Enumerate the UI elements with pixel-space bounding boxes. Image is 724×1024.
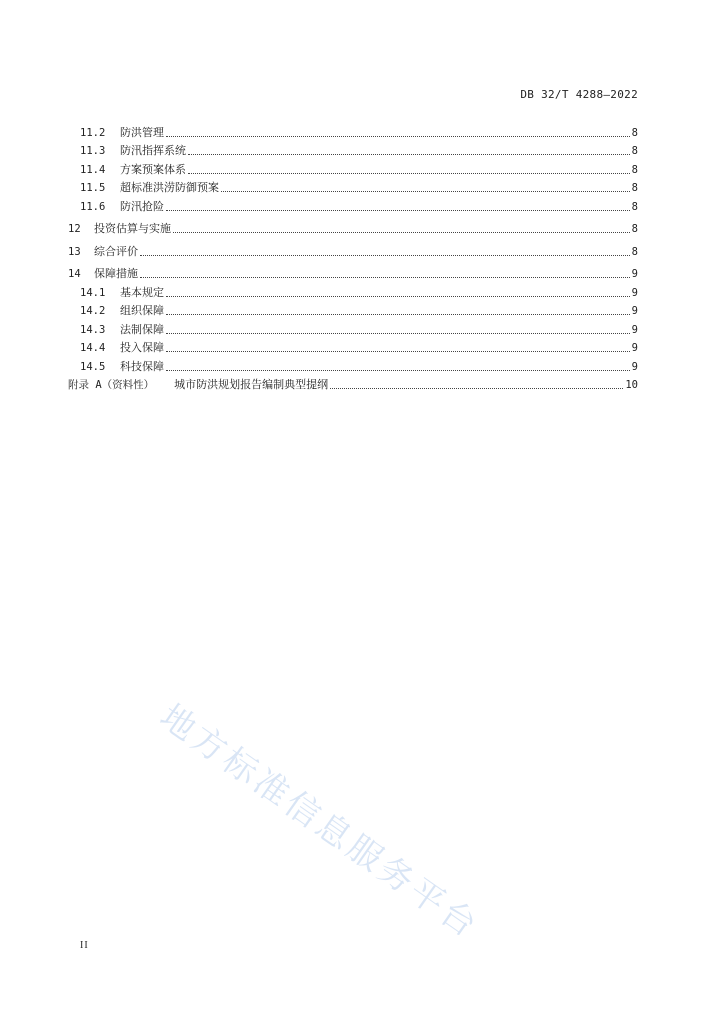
toc-entry-page: 8	[631, 245, 638, 258]
toc-entry-page: 8	[631, 182, 638, 194]
toc-dot-leader	[221, 190, 630, 192]
toc-entry[interactable]	[68, 140, 638, 159]
toc-dot-leader	[166, 350, 630, 352]
toc-dot-leader	[173, 231, 630, 233]
toc-entry-title: 防汛指挥系统	[120, 144, 186, 157]
toc-entry-number: 14.4	[80, 342, 106, 354]
toc-entry-page: 8	[631, 163, 638, 176]
toc-entry-title: 防汛抢险	[120, 199, 164, 213]
toc-entry-page: 8	[631, 223, 638, 235]
toc-entry-title: 超标准洪涝防御预案	[120, 181, 219, 194]
toc-dot-leader	[330, 387, 623, 389]
toc-entry[interactable]	[68, 121, 638, 140]
standard-code: DB 32/T 4288—2022	[520, 88, 638, 101]
toc-entry[interactable]	[68, 239, 638, 259]
toc-entry-title: 防洪管理	[120, 125, 164, 139]
toc-entry[interactable]	[68, 195, 638, 214]
toc-dot-leader	[140, 254, 630, 256]
toc-entry-page: 9	[631, 305, 638, 317]
toc-dot-leader	[166, 313, 630, 315]
toc-dot-leader	[166, 332, 630, 334]
toc-entry[interactable]	[68, 374, 638, 393]
toc-entry-page: 10	[625, 379, 638, 391]
toc-entry-number: 14	[68, 268, 81, 280]
toc-dot-leader	[140, 276, 630, 278]
toc-entry[interactable]	[68, 217, 638, 237]
toc-entry-number: 14.5	[80, 360, 106, 373]
toc-entry[interactable]	[68, 355, 638, 374]
toc-entry-number: 11.4	[80, 163, 106, 176]
toc-entry-number: 附录 A（资料性）	[68, 379, 155, 391]
toc-entry-title: 保障措施	[94, 267, 138, 280]
toc-dot-leader	[166, 135, 630, 137]
toc-dot-leader	[166, 209, 630, 211]
toc-entry-title: 科技保障	[120, 359, 164, 373]
toc-entry-page: 8	[631, 126, 638, 139]
toc-entry-page: 9	[631, 342, 638, 354]
toc-dot-leader	[166, 369, 630, 371]
page-number: II	[80, 940, 89, 951]
toc-entry-title: 组织保障	[120, 304, 164, 317]
toc-entry-page: 8	[631, 200, 638, 213]
toc-entry-number: 14.2	[80, 305, 106, 317]
toc-entry-title: 法制保障	[120, 322, 164, 336]
toc-entry-number: 11.5	[80, 182, 106, 194]
toc-entry-page: 9	[631, 286, 638, 299]
toc-entry-number: 13	[68, 245, 81, 258]
toc-entry[interactable]	[68, 318, 638, 337]
toc-entry[interactable]	[68, 158, 638, 177]
toc-entry[interactable]	[68, 281, 638, 300]
toc-entry-page: 9	[631, 268, 638, 280]
toc-entry-page: 9	[631, 323, 638, 336]
toc-entry-title: 投入保障	[120, 341, 164, 354]
toc-dot-leader	[166, 295, 630, 297]
toc-entry[interactable]	[68, 177, 638, 196]
toc-entry-title: 综合评价	[94, 244, 138, 258]
toc-entry-number: 14.3	[80, 323, 106, 336]
toc-dot-leader	[188, 153, 630, 155]
toc-entry-title: 城市防洪规划报告编制典型提纲	[174, 378, 329, 391]
toc-entry-number: 12	[68, 223, 81, 235]
toc-entry[interactable]	[68, 262, 638, 282]
watermark: 地方标准信息服务平台	[152, 696, 487, 948]
toc-entry-page: 8	[631, 145, 638, 157]
toc-entry-title: 方案预案体系	[120, 162, 186, 176]
table-of-contents	[68, 121, 638, 392]
toc-entry-number: 14.1	[80, 286, 106, 299]
toc-entry[interactable]	[68, 300, 638, 319]
toc-entry-number: 11.2	[80, 126, 106, 139]
toc-entry-page: 9	[631, 360, 638, 373]
toc-entry-title: 投资估算与实施	[94, 222, 171, 235]
toc-dot-leader	[188, 172, 630, 174]
toc-entry-number: 11.3	[80, 145, 106, 157]
toc-entry-title: 基本规定	[120, 285, 164, 299]
toc-entry[interactable]	[68, 337, 638, 356]
toc-entry-number: 11.6	[80, 200, 106, 213]
